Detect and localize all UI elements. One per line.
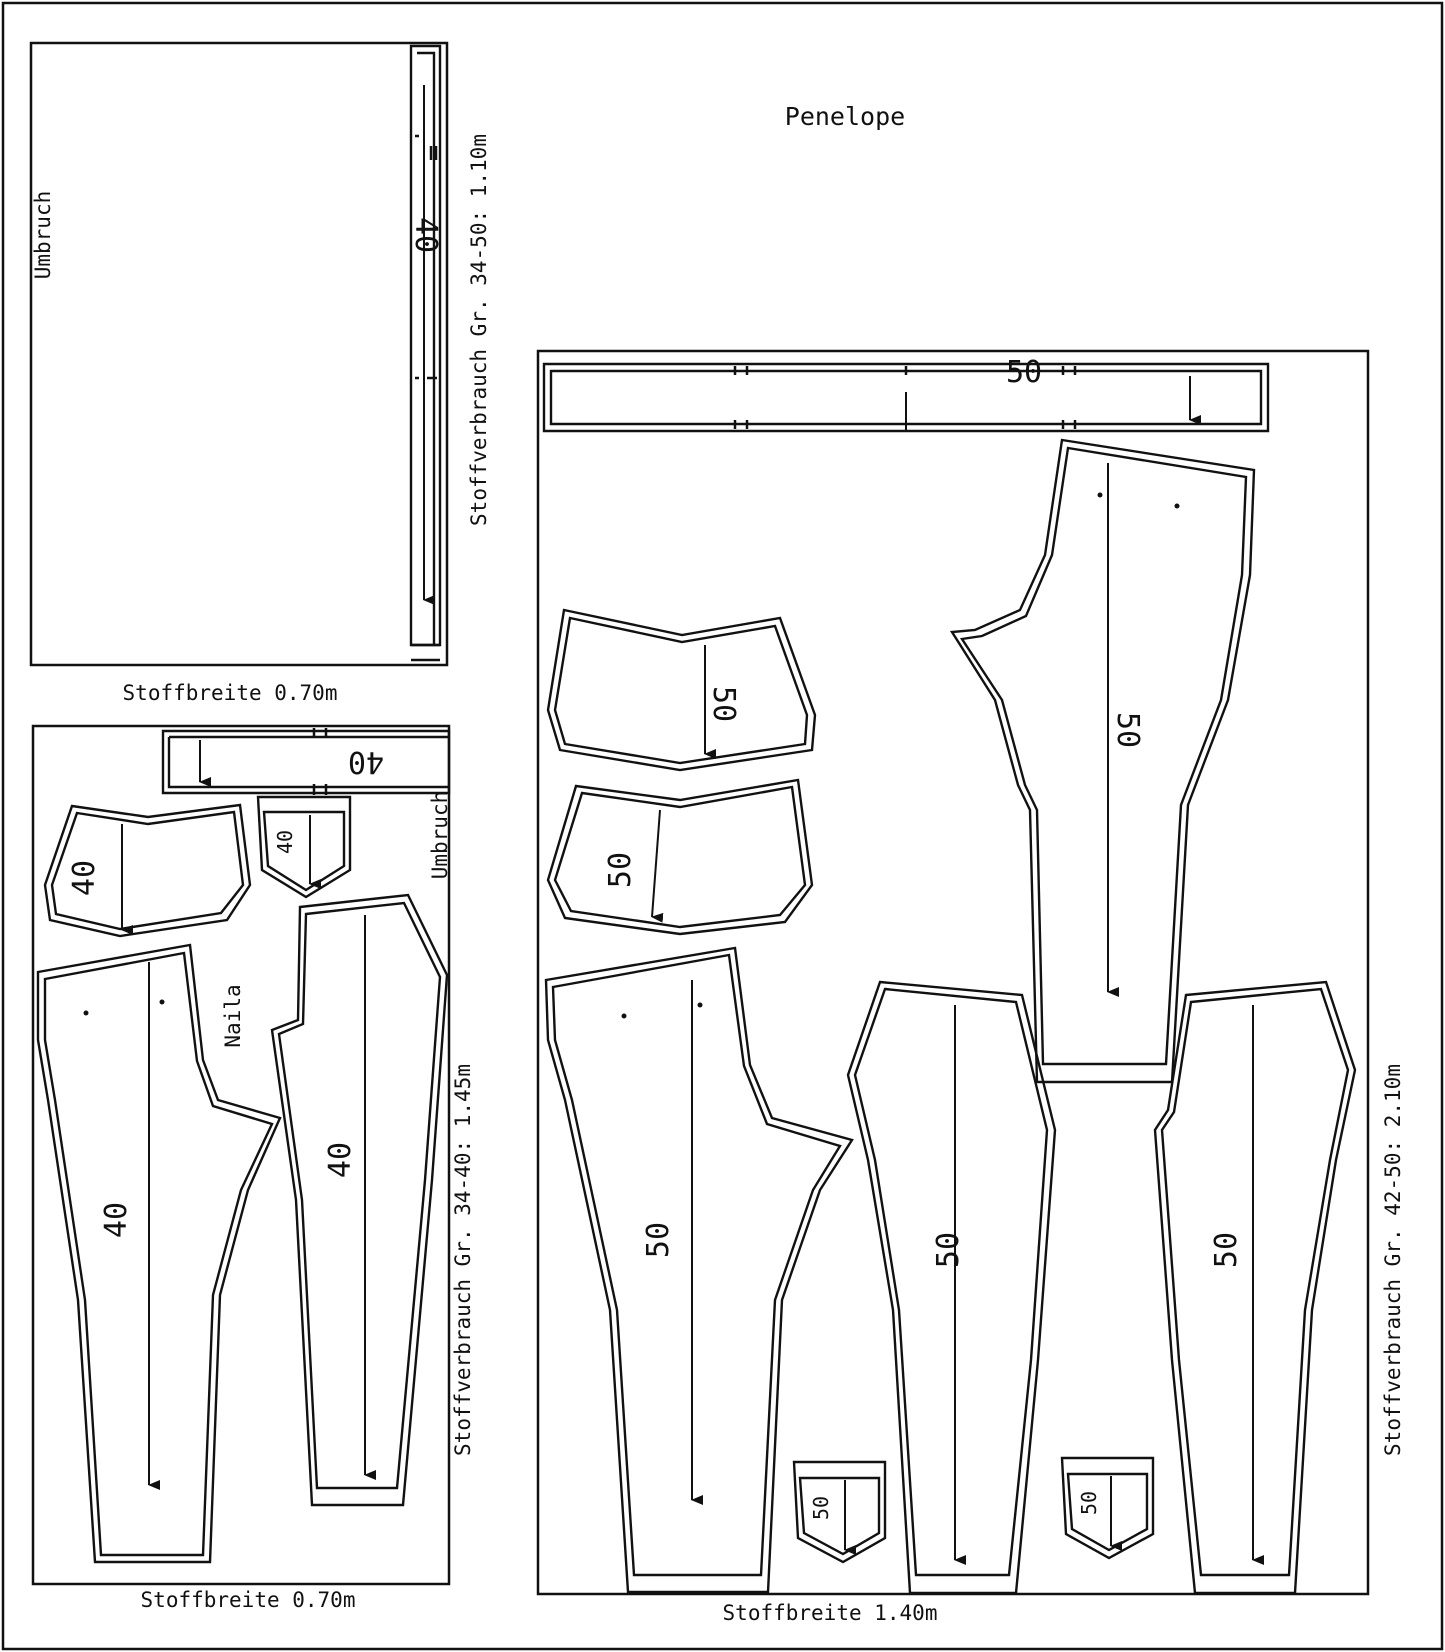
- back-leg-piece-40: [272, 895, 447, 1505]
- fabric-frame-top-left: [31, 43, 447, 665]
- waistband-piece-40: [163, 728, 449, 795]
- size-label: 40: [99, 1201, 134, 1239]
- pocket-piece-50: [794, 1462, 885, 1562]
- yoke-piece-40: [45, 805, 250, 936]
- size-label: 50: [706, 685, 741, 723]
- fold-label: Umbruch: [31, 190, 55, 280]
- fabric-width-label: Stoffbreite 1.40m: [722, 1601, 938, 1625]
- fabric-usage-label: Stoffverbrauch Gr. 34-50: 1.10m: [467, 134, 491, 526]
- fabric-width-label: Stoffbreite 0.70m: [122, 681, 338, 705]
- layout-bottom-left: [33, 726, 475, 1612]
- size-label: 40: [408, 216, 443, 254]
- back-leg-piece-50: [952, 440, 1254, 1082]
- yoke-piece-50: [548, 610, 815, 770]
- size-label: 50: [1209, 1231, 1244, 1269]
- pocket-piece-40: [258, 797, 350, 897]
- size-label: 50: [809, 1495, 833, 1521]
- size-label: 50: [641, 1221, 676, 1259]
- size-label: 40: [67, 859, 102, 897]
- pocket-piece-50: [1062, 1458, 1153, 1558]
- size-label: 50: [603, 851, 638, 889]
- fold-label: Umbruch: [428, 790, 452, 880]
- size-label: 50: [1077, 1490, 1101, 1516]
- back-leg-piece-50: [1155, 982, 1355, 1593]
- size-label: 40: [323, 1141, 358, 1179]
- fabric-usage-label: Stoffverbrauch Gr. 42-50: 2.10m: [1381, 1064, 1405, 1456]
- pattern-name-label: Naila: [221, 984, 245, 1048]
- yoke-piece-50: [548, 780, 812, 934]
- size-label: 50: [1110, 711, 1145, 749]
- size-label: 40: [273, 829, 297, 855]
- size-label: 50: [1005, 355, 1043, 390]
- front-leg-piece-50: [546, 948, 852, 1592]
- layout-top-left: [31, 43, 491, 705]
- waistband-piece-40: [408, 46, 443, 660]
- fabric-usage-label: Stoffverbrauch Gr. 34-40: 1.45m: [451, 1064, 475, 1456]
- layout-right: [538, 351, 1405, 1625]
- waistband-piece-50: [544, 355, 1268, 431]
- size-label: 50: [931, 1231, 966, 1269]
- fabric-width-label: Stoffbreite 0.70m: [140, 1588, 356, 1612]
- size-label: 40: [347, 744, 385, 779]
- pattern-title: Penelope: [784, 102, 906, 131]
- sheet-border: [3, 3, 1442, 1649]
